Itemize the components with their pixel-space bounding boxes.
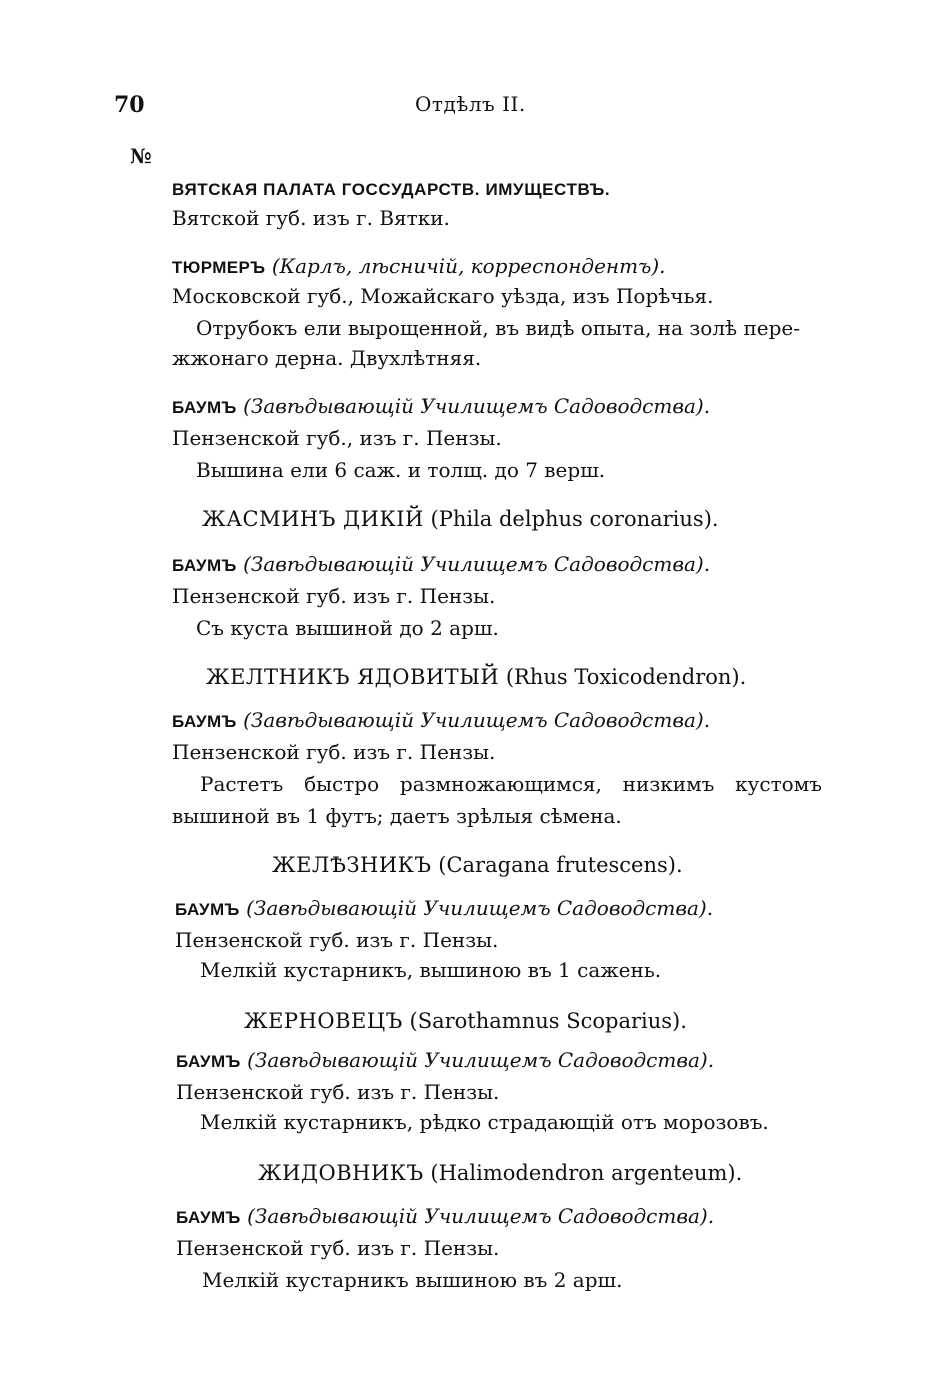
entry-location: Пензенской губ. изъ г. Пензы. — [176, 1080, 500, 1104]
entry-description: вышиной въ 1 футъ; даетъ зрѣлыя сѣмена. — [172, 804, 622, 828]
species-heading — [272, 850, 683, 880]
number-sign: № — [130, 144, 152, 168]
contributor-name: БАУМЪ — [175, 900, 240, 919]
contributor-role: (Завѣдывающій Училищемъ Садоводства). — [246, 896, 714, 920]
entry-contributor — [176, 1202, 714, 1232]
page-number: 70 — [114, 92, 145, 118]
entry-description: Мелкій кустарникъ, вышиною въ 1 сажень. — [200, 958, 662, 982]
entry-contributor — [172, 550, 710, 580]
entry-description: жжонаго дерна. Двухлѣтняя. — [172, 346, 482, 370]
contributor-name: БАУМЪ — [172, 398, 237, 417]
contributor-role: (Завѣдывающій Училищемъ Садоводства). — [247, 1048, 715, 1072]
entry-title: ВЯТСКАЯ ПАЛАТА ГОССУДАРСТВ. ИМУЩЕСТВЪ. — [172, 180, 611, 199]
contributor-name: БАУМЪ — [176, 1208, 241, 1227]
contributor-role: (Карлъ, лѣсничій, корреспондентъ). — [271, 254, 666, 278]
entry-location: Пензенской губ., изъ г. Пензы. — [172, 426, 502, 450]
species-name-lat: (Phila delphus coronarius). — [430, 507, 719, 531]
entry-contributor — [172, 706, 710, 736]
entry-location: Пензенской губ. изъ г. Пензы. — [172, 740, 496, 764]
entry-location: Пензенской губ. изъ г. Пензы. — [172, 584, 496, 608]
entry-description: Отрубокъ ели вырощенной, въ видѣ опыта, на золѣ пере- — [196, 316, 801, 340]
species-heading — [258, 1158, 742, 1188]
species-name-lat: (Caragana frutescens). — [438, 853, 683, 877]
entry-location: Пензенской губ. изъ г. Пензы. — [175, 928, 499, 952]
entry-contributor — [175, 894, 713, 924]
contributor-name: ТЮРМЕРЪ — [172, 258, 266, 277]
species-heading — [206, 662, 746, 692]
entry-location: Пензенской губ. изъ г. Пензы. — [176, 1236, 500, 1260]
entry-contributor — [176, 1046, 714, 1076]
species-name-ru: ЖЕЛТНИКЪ ЯДОВИТЫЙ — [206, 665, 500, 689]
entry-location: Вятской губ. изъ г. Вятки. — [172, 206, 450, 230]
entry-contributor — [172, 392, 710, 422]
species-name-lat: (Sarothamnus Scoparius). — [409, 1009, 687, 1033]
entry-description: Растетъ быстро размножающимся, низкимъ кустомъ — [200, 772, 822, 796]
entry-contributor — [172, 252, 666, 282]
species-name-lat: (Halimodendron argenteum). — [430, 1161, 743, 1185]
species-heading — [244, 1006, 687, 1036]
species-name-ru: ЖАСМИНЪ ДИКІЙ — [202, 507, 424, 531]
species-name-lat: (Rhus Toxicodendron). — [505, 665, 747, 689]
entry-description: Мелкій кустарникъ вышиною въ 2 арш. — [202, 1268, 623, 1292]
contributor-name: БАУМЪ — [176, 1052, 241, 1071]
contributor-name: БАУМЪ — [172, 556, 237, 575]
species-name-ru: ЖИДОВНИКЪ — [258, 1161, 424, 1185]
page-header — [0, 92, 935, 124]
contributor-role: (Завѣдывающій Училищемъ Садоводства). — [243, 708, 711, 732]
running-head: Отдѣлъ II. — [415, 92, 526, 116]
species-name-ru: ЖЕРНОВЕЦЪ — [244, 1009, 403, 1033]
contributor-name: БАУМЪ — [172, 712, 237, 731]
contributor-role: (Завѣдывающій Училищемъ Садоводства). — [243, 394, 711, 418]
entry-description: Вышина ели 6 саж. и толщ. до 7 верш. — [196, 458, 606, 482]
contributor-role: (Завѣдывающій Училищемъ Садоводства). — [247, 1204, 715, 1228]
entry-description: Мелкій кустарникъ, рѣдко страдающій отъ морозовъ. — [200, 1110, 769, 1134]
contributor-role: (Завѣдывающій Училищемъ Садоводства). — [243, 552, 711, 576]
species-heading — [202, 504, 719, 534]
entry-location: Московской губ., Можайскаго уѣзда, изъ Порѣчья. — [172, 284, 714, 308]
entry-description: Съ куста вышиной до 2 арш. — [196, 616, 499, 640]
species-name-ru: ЖЕЛѢЗНИКЪ — [272, 853, 432, 877]
